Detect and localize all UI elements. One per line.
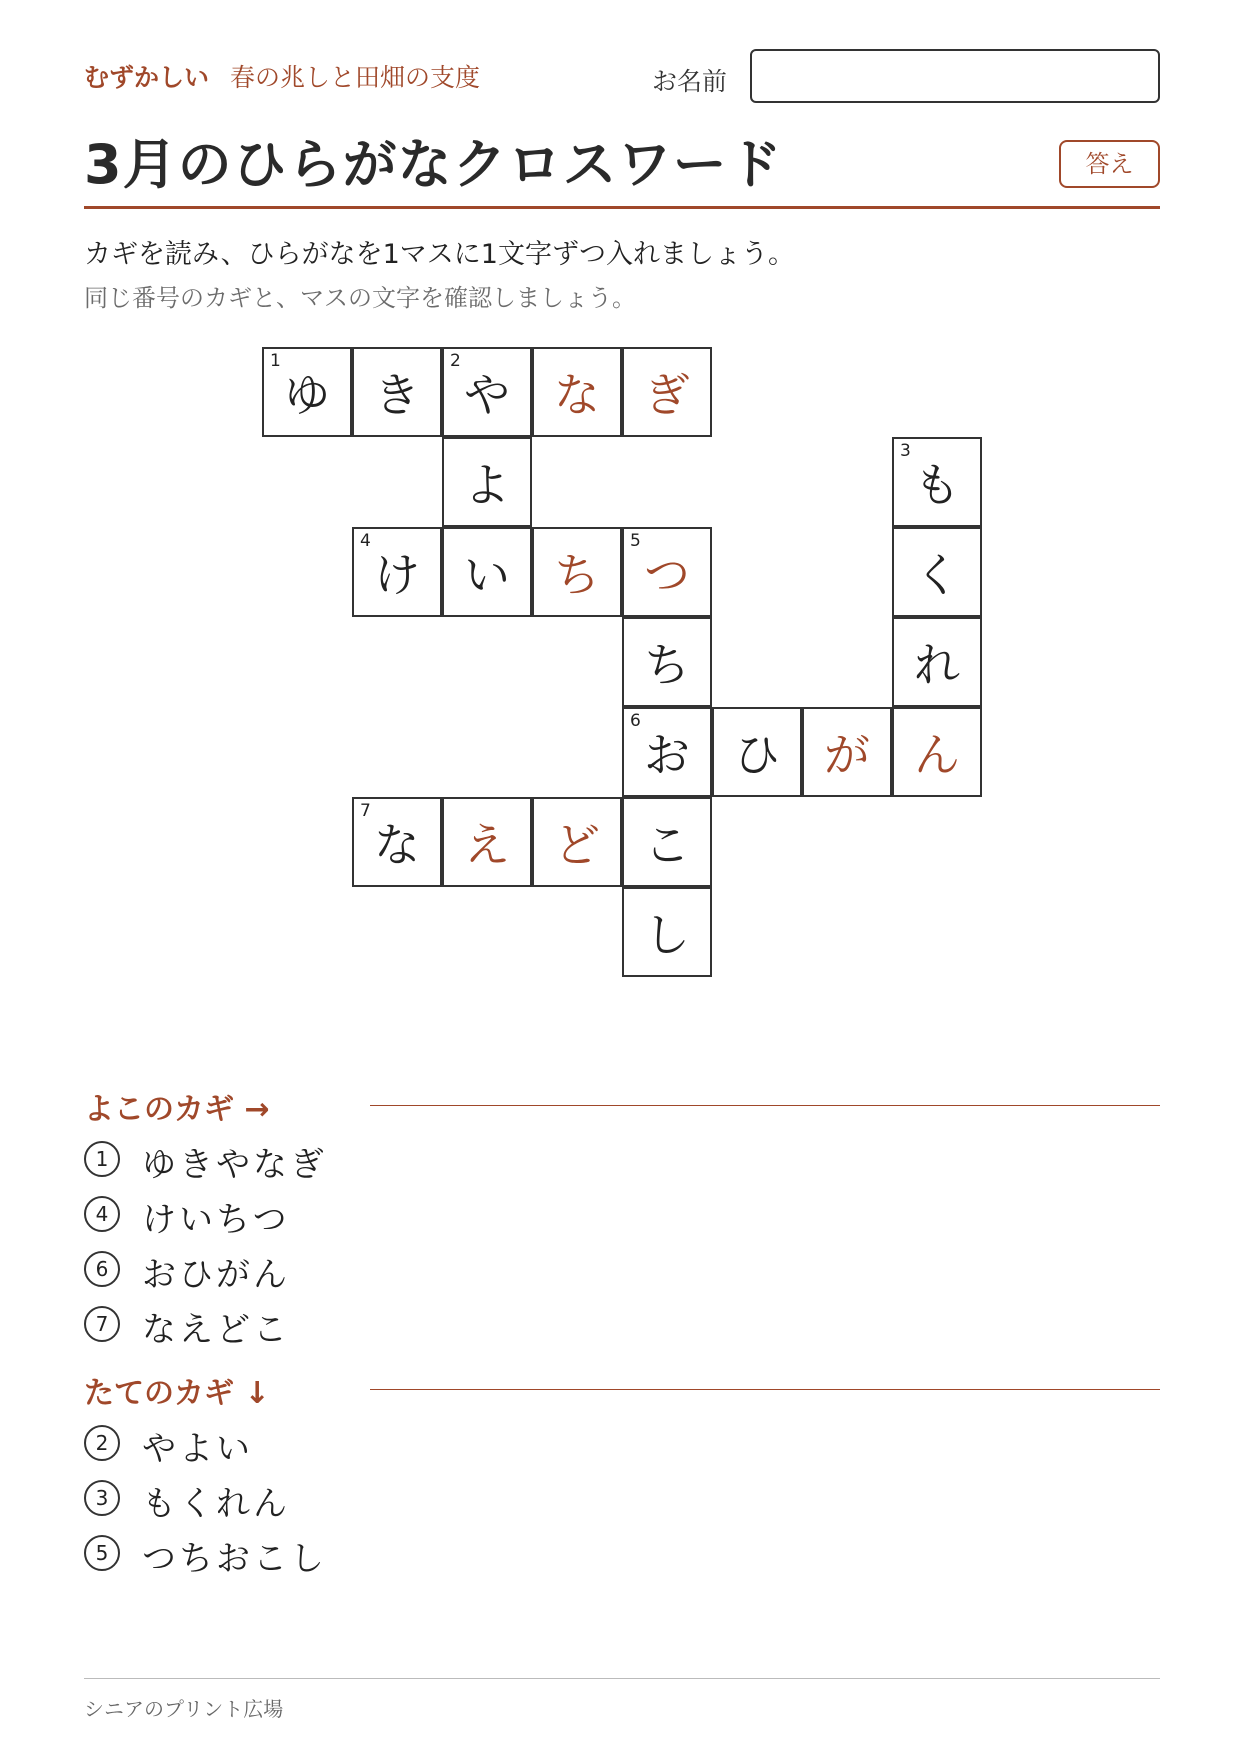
crossword-cell[interactable] [712, 707, 802, 797]
cell-number: 3 [900, 441, 911, 461]
crossword-cell[interactable] [622, 797, 712, 887]
crossword-cell[interactable] [352, 797, 442, 887]
crossword-cell[interactable] [442, 437, 532, 527]
cell-letter: き [374, 368, 420, 422]
instruction-primary: カギを読み、ひらがなを1マスに1文字ずつ入れましょう。 [84, 239, 795, 270]
cell-letter: な [554, 368, 600, 422]
cell-letter: ひ [734, 728, 780, 782]
footer-brand: シニアのプリント広場 [84, 1697, 284, 1721]
cell-letter: ぎ [644, 368, 690, 422]
crossword-cell[interactable] [622, 527, 712, 617]
across-divider [370, 1105, 1160, 1106]
clue-answer: もくれん [142, 1484, 290, 1524]
cell-number: 4 [360, 531, 371, 551]
crossword-cell[interactable] [352, 527, 442, 617]
page-title: 3月のひらがなクロスワード [84, 133, 783, 196]
down-clues-heading: たてのカギ ↓ [84, 1376, 270, 1411]
clue-number-circle: 6 [84, 1251, 120, 1287]
name-field[interactable] [750, 49, 1160, 103]
clue-number-circle: 1 [84, 1141, 120, 1177]
crossword-cell[interactable] [892, 617, 982, 707]
down-divider [370, 1389, 1160, 1390]
difficulty-label: むずかしい [84, 63, 210, 92]
crossword-cell[interactable] [262, 347, 352, 437]
cell-letter: ち [644, 638, 690, 692]
cell-letter: け [374, 548, 420, 602]
cell-letter: い [464, 548, 510, 602]
cell-letter: も [914, 458, 960, 512]
crossword-cell[interactable] [532, 347, 622, 437]
clue-answer: なえどこ [142, 1310, 290, 1350]
crossword-cell[interactable] [622, 887, 712, 977]
clue-answer: やよい [142, 1429, 253, 1469]
cell-number: 2 [450, 351, 461, 371]
clue-number-circle: 3 [84, 1480, 120, 1516]
crossword-cell[interactable] [802, 707, 892, 797]
cell-letter: え [464, 818, 510, 872]
crossword-cell[interactable] [442, 347, 532, 437]
cell-letter: れ [914, 638, 960, 692]
crossword-cell[interactable] [442, 797, 532, 887]
clue-answer: おひがん [142, 1255, 290, 1295]
name-label: お名前 [652, 67, 728, 96]
crossword-cell[interactable] [892, 527, 982, 617]
clue-answer: けいちつ [142, 1200, 290, 1240]
crossword-cell[interactable] [622, 347, 712, 437]
crossword-cell[interactable] [892, 437, 982, 527]
clue-answer: ゆきやなぎ [142, 1145, 327, 1185]
clue-number-circle: 4 [84, 1196, 120, 1232]
instruction-secondary: 同じ番号のカギと、マスの文字を確認しましょう。 [84, 284, 636, 312]
cell-letter: や [464, 368, 510, 422]
crossword-cell[interactable] [532, 797, 622, 887]
cell-letter: ち [554, 548, 600, 602]
answer-badge: 答え [1059, 140, 1160, 188]
cell-letter: つ [644, 548, 690, 602]
cell-number: 6 [630, 711, 641, 731]
cell-letter: く [914, 548, 960, 602]
across-clues-heading: よこのカギ → [84, 1092, 270, 1127]
title-divider [84, 206, 1160, 209]
crossword-cell[interactable] [532, 527, 622, 617]
cell-letter: ど [554, 818, 600, 872]
clue-number-circle: 5 [84, 1535, 120, 1571]
cell-letter: こ [644, 818, 690, 872]
theme-subtitle: 春の兆しと田畑の支度 [230, 63, 481, 92]
crossword-cell[interactable] [622, 707, 712, 797]
cell-letter: が [824, 728, 870, 782]
cell-letter: よ [464, 458, 510, 512]
crossword-cell[interactable] [352, 347, 442, 437]
cell-number: 1 [270, 351, 281, 371]
cell-letter: し [644, 908, 690, 962]
crossword-cell[interactable] [892, 707, 982, 797]
cell-letter: お [644, 728, 690, 782]
footer-divider [84, 1678, 1160, 1679]
clue-answer: つちおこし [142, 1539, 327, 1579]
clue-number-circle: 7 [84, 1306, 120, 1342]
cell-letter: ん [914, 728, 960, 782]
cell-letter: ゆ [284, 368, 330, 422]
crossword-cell[interactable] [622, 617, 712, 707]
crossword-cell[interactable] [442, 527, 532, 617]
cell-letter: な [374, 818, 420, 872]
cell-number: 5 [630, 531, 641, 551]
clue-number-circle: 2 [84, 1425, 120, 1461]
cell-number: 7 [360, 801, 371, 821]
